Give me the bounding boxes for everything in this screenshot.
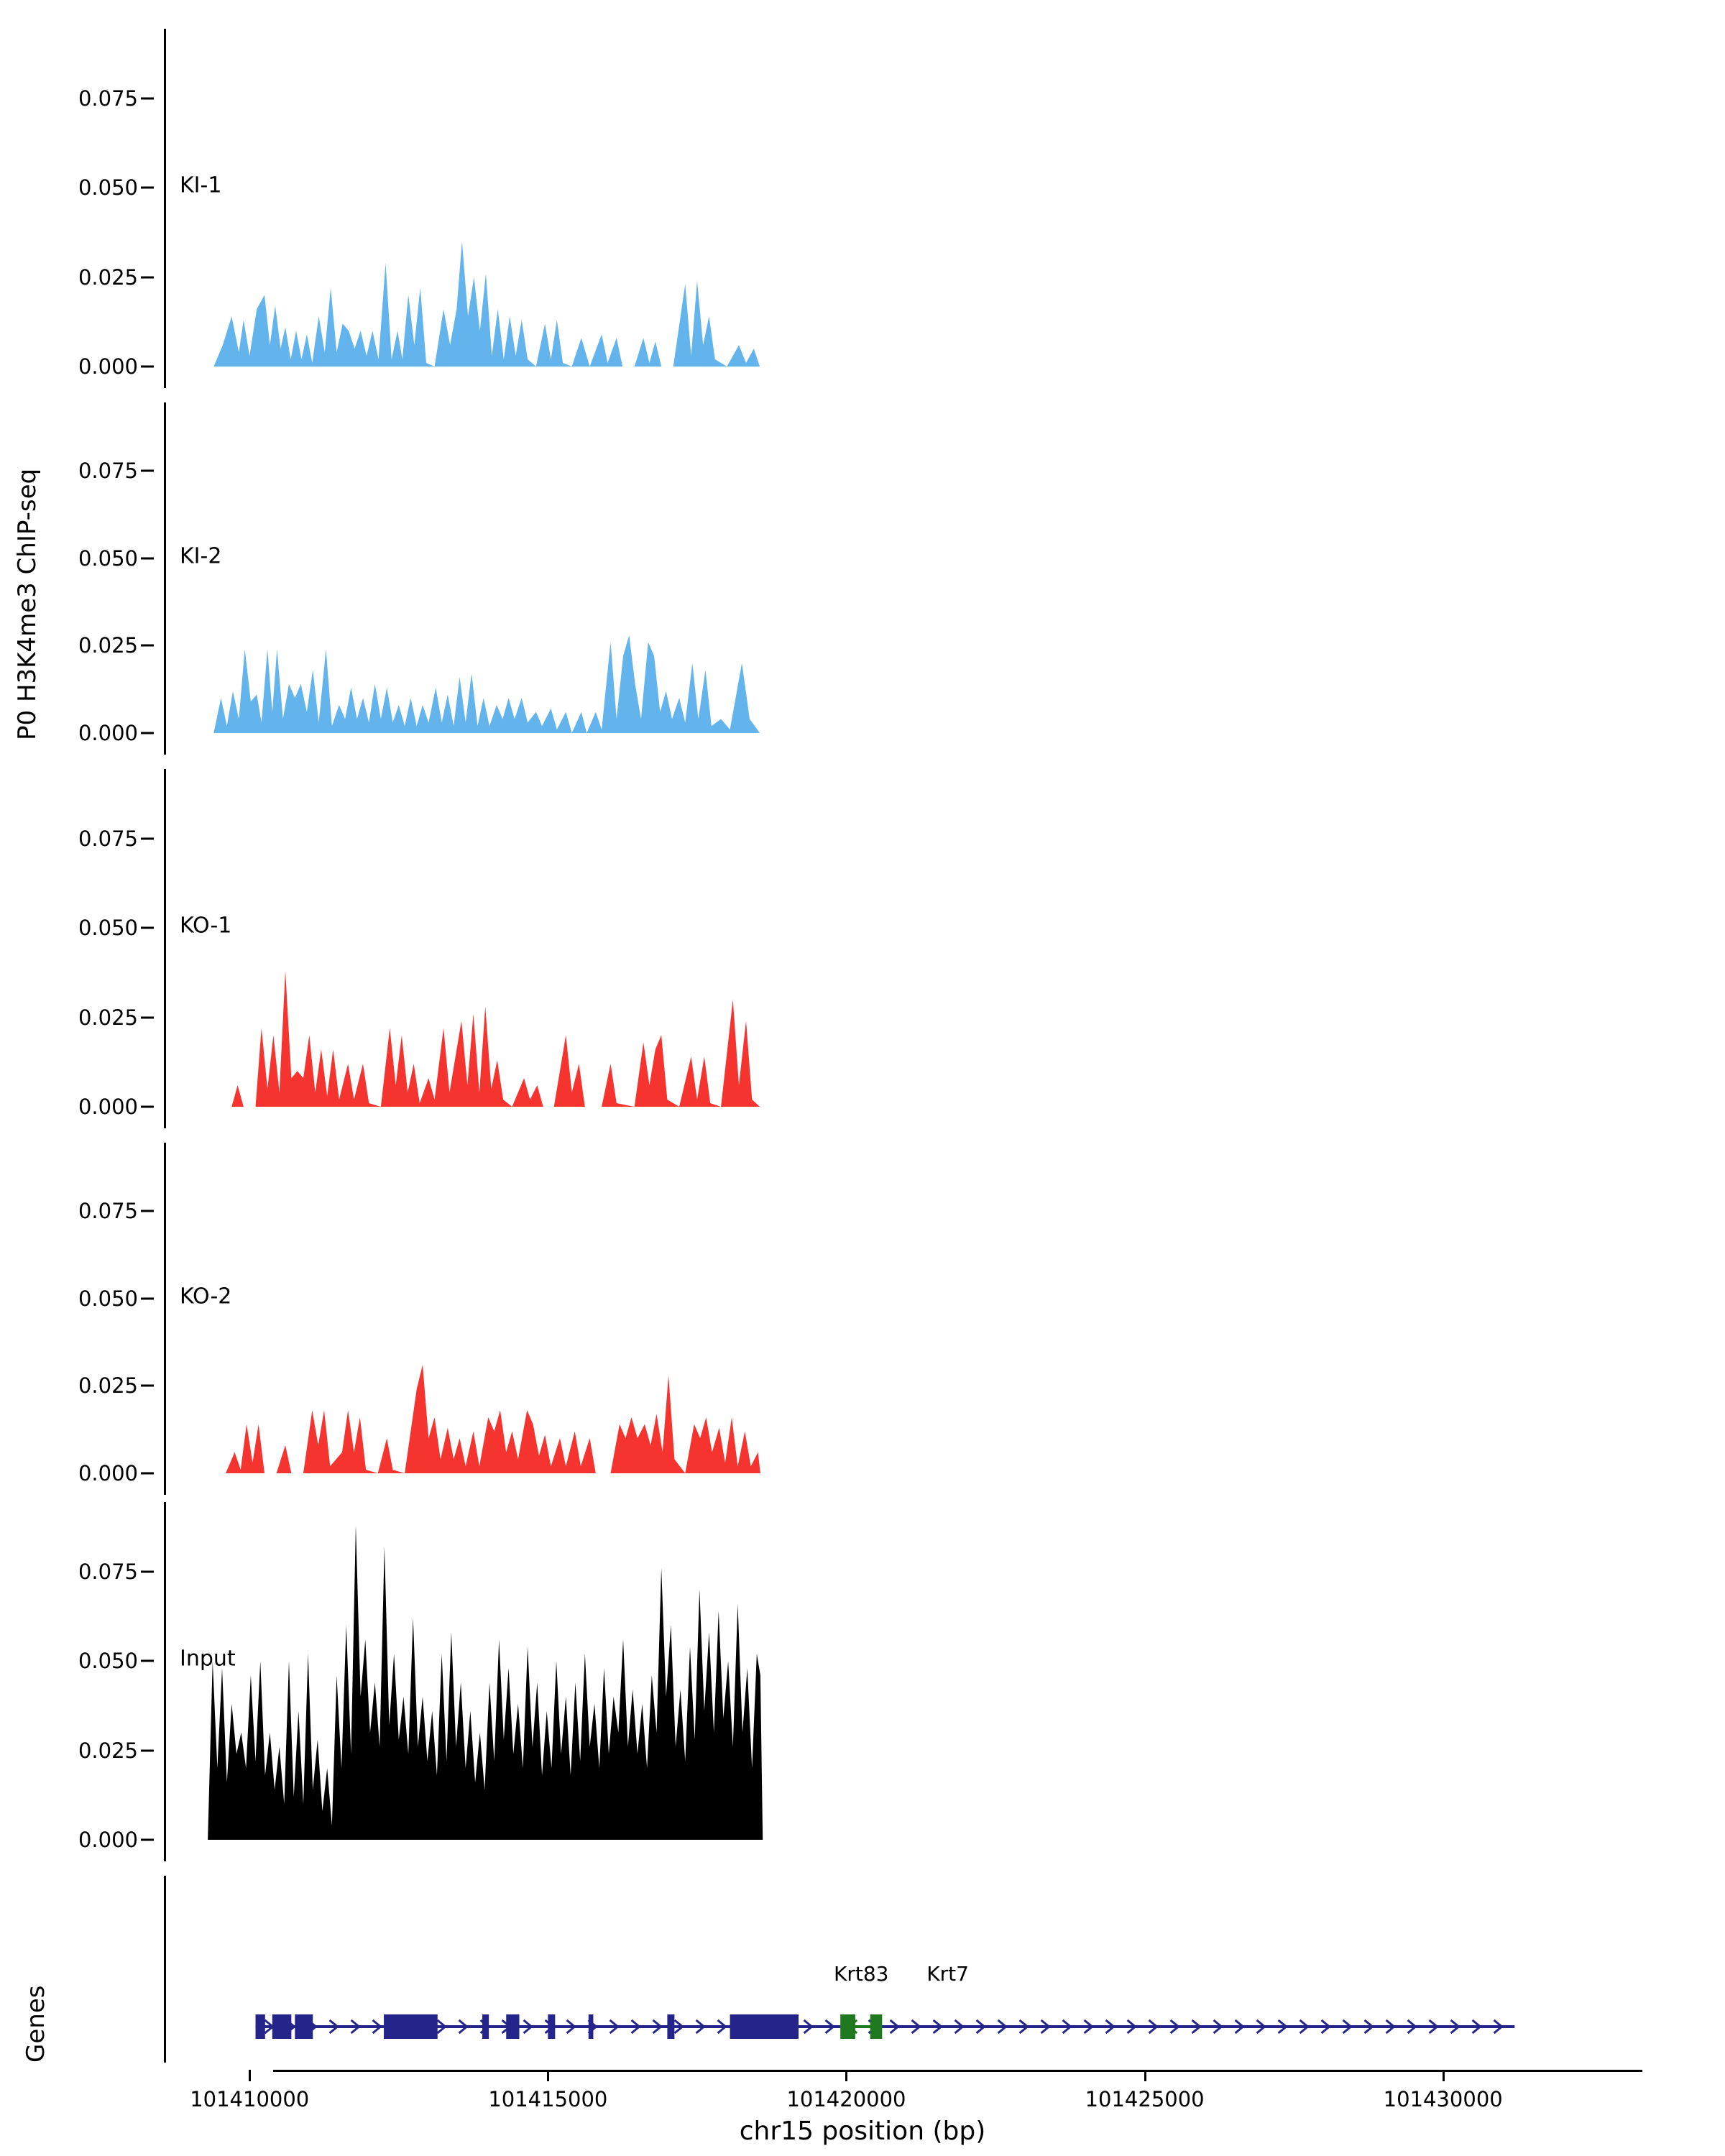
y-tick-label: 0.025: [78, 1005, 138, 1030]
y-tick-mark: [141, 97, 154, 99]
x-tick-mark: [1443, 2070, 1445, 2081]
y-tick-label: 0.000: [78, 354, 138, 379]
y-ticks-ki-2: [0, 402, 164, 755]
gene-exon[interactable]: [256, 2014, 265, 2039]
gene-exon[interactable]: [384, 2014, 438, 2039]
x-tick-mark: [547, 2070, 549, 2081]
signal-area: [231, 971, 760, 1107]
plot-area-ki-2: [166, 402, 1725, 755]
track-input: [0, 1502, 1725, 1861]
plot-area-input: [166, 1502, 1725, 1861]
y-tick-mark: [141, 837, 154, 839]
y-tick-mark: [141, 469, 154, 471]
track-label-ko-2: KO-2: [180, 1284, 232, 1309]
track-ki-2: [0, 402, 1725, 755]
y-tick-mark: [141, 366, 154, 368]
y-tick-label: 0.000: [78, 1461, 138, 1485]
track-label-input: Input: [180, 1646, 236, 1672]
x-tick-label: 101410000: [190, 2087, 310, 2111]
signal-area: [213, 1365, 760, 1473]
y-tick-mark: [141, 276, 154, 278]
gene-exon[interactable]: [548, 2014, 555, 2039]
track-ki-1: [0, 29, 1725, 388]
x-axis-line: [273, 2070, 1642, 2072]
y-tick-label: 0.025: [78, 264, 138, 290]
gene-label-krt7: Krt7: [926, 1962, 969, 1986]
gene-exon[interactable]: [870, 2014, 883, 2039]
track-ko-2: [0, 1143, 1725, 1495]
gene-exon[interactable]: [482, 2014, 489, 2039]
gene-exon[interactable]: [589, 2014, 594, 2039]
y-tick-label: 0.025: [78, 1738, 138, 1763]
y-tick-mark: [141, 1210, 154, 1212]
y-tick-mark: [141, 1570, 154, 1572]
y-tick-mark: [141, 1385, 154, 1387]
signal-area: [213, 241, 760, 367]
y-tick-label: 0.000: [78, 721, 138, 745]
x-tick-label: 101415000: [488, 2087, 608, 2111]
y-tick-label: 0.075: [78, 458, 138, 483]
signal-area: [208, 1525, 763, 1840]
gene-exon[interactable]: [840, 2014, 855, 2039]
y-tick-mark: [141, 1297, 154, 1299]
y-tick-label: 0.075: [78, 826, 138, 851]
gene-exon[interactable]: [272, 2014, 292, 2039]
gene-exon[interactable]: [730, 2014, 799, 2039]
y-ticks-ki-1: [0, 29, 164, 388]
y-tick-label: 0.050: [78, 916, 138, 941]
y-tick-mark: [141, 732, 154, 734]
x-tick-mark: [249, 2070, 251, 2081]
x-tick-mark: [1144, 2070, 1146, 2081]
y-ticks-ko-1: [0, 769, 164, 1128]
y-tick-label: 0.050: [78, 175, 138, 201]
track-label-ki-2: KI-2: [180, 543, 222, 569]
y-ticks-ko-2: [0, 1143, 164, 1495]
y-tick-label: 0.075: [78, 1559, 138, 1584]
y-tick-mark: [141, 1473, 154, 1475]
track-ko-1: [0, 769, 1725, 1128]
y-tick-mark: [141, 1749, 154, 1751]
y-axis-title: P0 H3K4me3 ChIP-seq: [13, 468, 42, 740]
x-tick-mark: [845, 2070, 847, 2081]
y-tick-mark: [141, 927, 154, 929]
gene-exon[interactable]: [667, 2014, 674, 2039]
y-tick-label: 0.025: [78, 633, 138, 658]
y-tick-label: 0.050: [78, 1286, 138, 1311]
signal-area: [213, 635, 760, 733]
y-tick-mark: [141, 645, 154, 647]
genes-axis-title: Genes: [22, 1985, 50, 2063]
gene-exon[interactable]: [295, 2014, 313, 2039]
gene-exon[interactable]: [506, 2014, 519, 2039]
y-tick-mark: [141, 557, 154, 559]
track-label-ko-1: KO-1: [180, 913, 232, 939]
y-tick-label: 0.050: [78, 1649, 138, 1674]
plot-area-ko-2: [166, 1143, 1725, 1495]
gene-label-krt83: Krt83: [833, 1962, 889, 1986]
y-ticks-input: [0, 1502, 164, 1861]
gene-track: [0, 1876, 1725, 2084]
y-tick-mark: [141, 1660, 154, 1662]
y-tick-mark: [141, 187, 154, 189]
plot-area-ki-1: [166, 29, 1725, 388]
y-tick-mark: [141, 1016, 154, 1018]
plot-area-ko-1: [166, 769, 1725, 1128]
y-tick-label: 0.000: [78, 1095, 138, 1119]
y-tick-mark: [141, 1106, 154, 1108]
track-label-ki-1: KI-1: [180, 172, 222, 198]
y-tick-mark: [141, 1839, 154, 1841]
y-tick-label: 0.050: [78, 545, 138, 571]
y-tick-label: 0.025: [78, 1373, 138, 1399]
x-tick-label: 101420000: [786, 2087, 906, 2111]
x-tick-label: 101430000: [1383, 2087, 1503, 2111]
x-axis-title: chr15 position (bp): [739, 2116, 986, 2146]
x-tick-label: 101425000: [1085, 2087, 1205, 2111]
y-tick-label: 0.075: [78, 1198, 138, 1223]
y-tick-label: 0.000: [78, 1828, 138, 1852]
y-tick-label: 0.075: [78, 86, 138, 111]
